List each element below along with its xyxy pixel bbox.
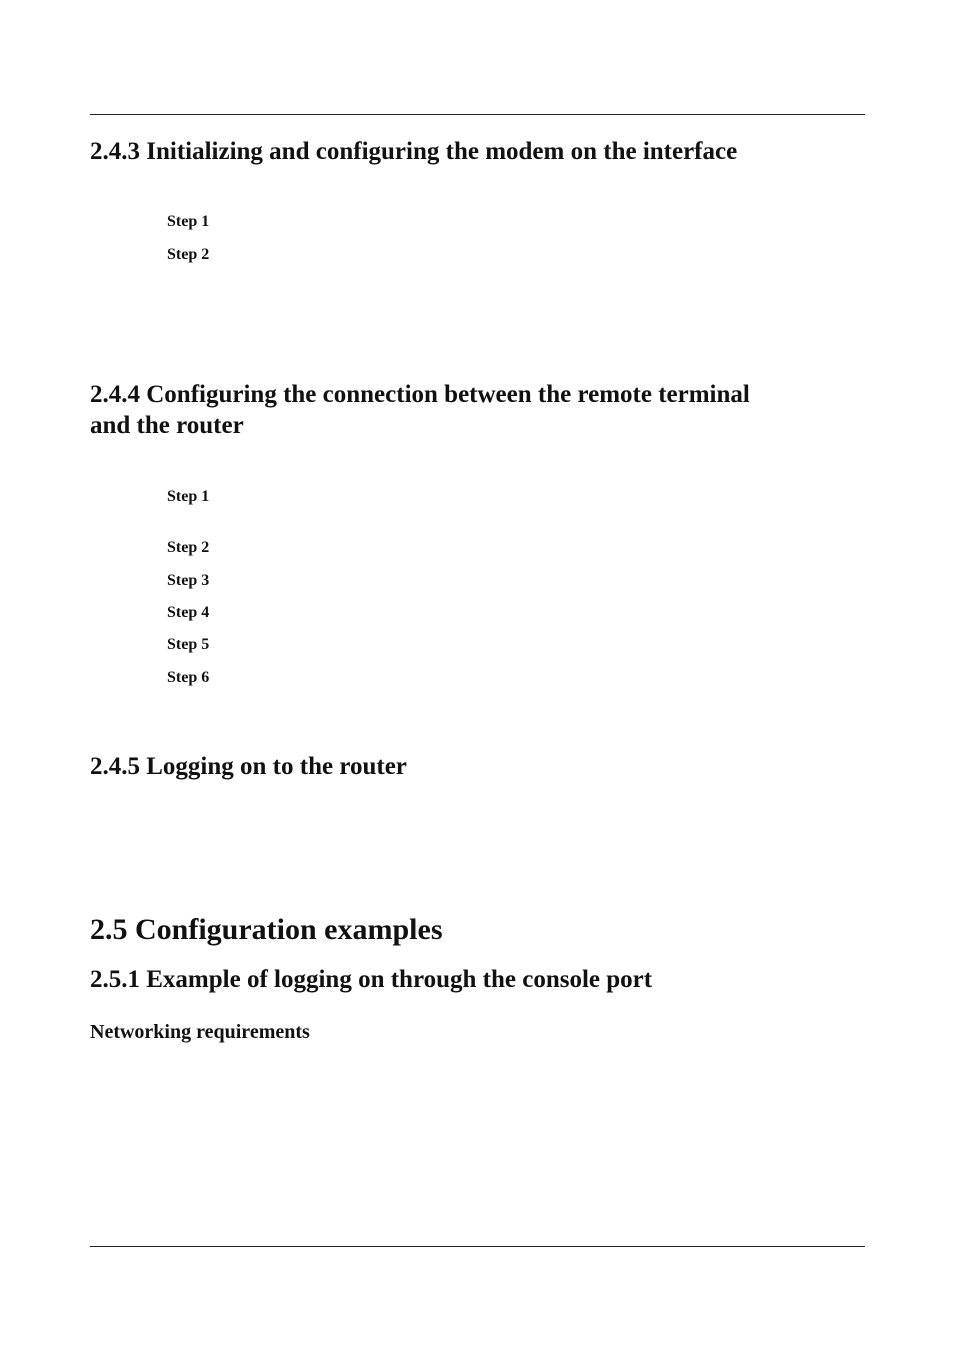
section-2-4-3-heading: 2.4.3 Initializing and configuring the modem on the interface [90,138,738,165]
step-label: Step 2 [167,539,210,556]
header-rule [90,114,865,115]
networking-requirements-heading: Networking requirements [90,1021,310,1043]
section-2-5-1-heading: 2.5.1 Example of logging on through the console port [90,966,653,993]
step-label: Step 3 [167,572,210,589]
heading-line: and the router [90,412,244,439]
step-label: Step 1 [167,213,210,230]
step-label: Step 2 [167,246,210,263]
step-label: Step 1 [167,488,210,505]
section-2-4-5-heading: 2.4.5 Logging on to the router [90,753,407,780]
step-label: Step 5 [167,636,210,653]
step-label: Step 6 [167,669,210,686]
footer-rule [90,1246,865,1247]
section-2-4-4-heading [90,379,850,441]
heading-line: 2.4.4 Configuring the connection between the remote terminal [90,381,750,408]
section-2-5-heading: 2.5 Configuration examples [90,913,443,946]
step-label: Step 4 [167,604,210,621]
